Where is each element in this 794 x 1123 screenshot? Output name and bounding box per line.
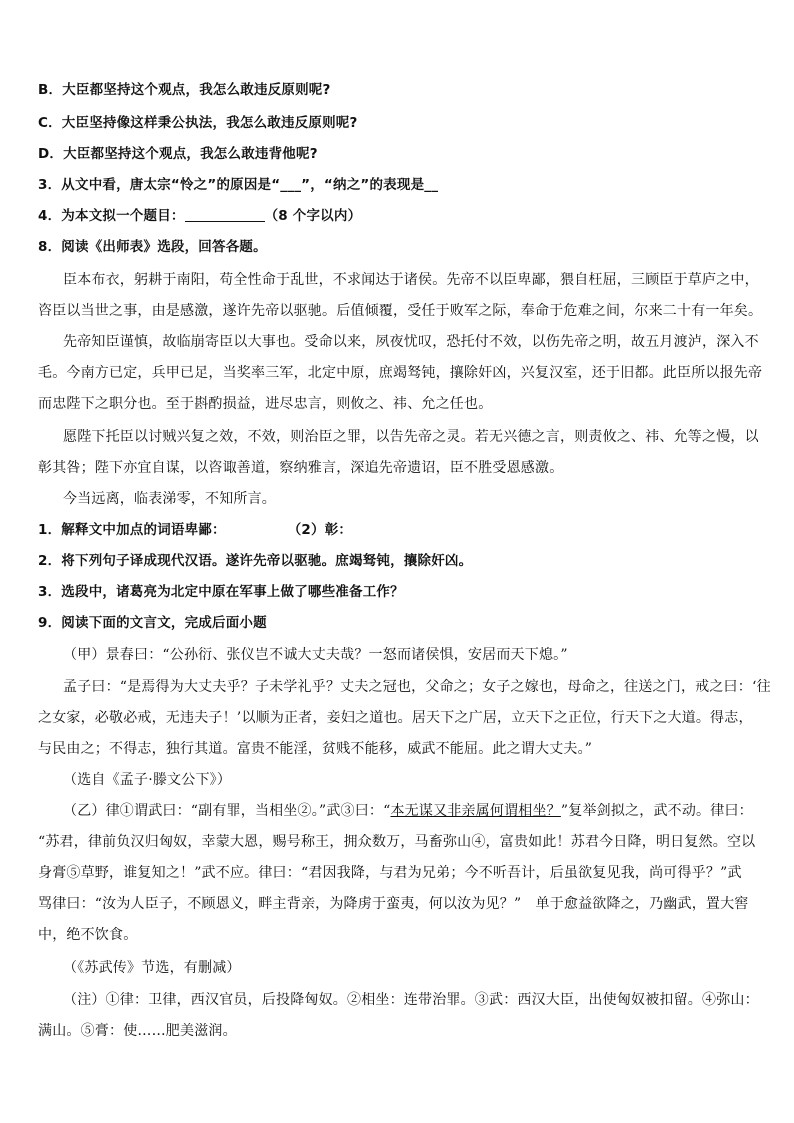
passage-line: 今当远离，临表涕零，不知所言。: [63, 491, 276, 507]
question-8-sub1: [38, 520, 758, 540]
option-c: C．大臣坚持像这样秉公执法，我怎么敢违反原则呢?: [38, 115, 358, 131]
jia-line: 之女家，必敬必戒，无违夫子！’以顺为正者，妾妇之道也。居天下之广居，立天下之正位，行天下之大道。得志，: [38, 710, 753, 726]
sub1-part-b: （2）彰：: [287, 522, 353, 538]
option-b: B．大臣都坚持这个观点，我怎么敢违反原则呢?: [38, 82, 331, 98]
notes-line: 满山。⑤膏：使……肥美滋润。: [38, 1023, 237, 1039]
underlined-sentence: 本无谋又非亲属何谓相坐？: [390, 803, 561, 819]
question-8-sub3: 3．选段中，诸葛亮为北定中原在军事上做了哪些准备工作？: [38, 584, 404, 600]
question-4-prefix: 4．为本文拟一个题目：: [38, 208, 185, 224]
yi-line-part-a: （乙）律①谓武曰：“副有罪，当相坐②。”武③曰：“: [63, 803, 391, 819]
jia-source: （选自《孟子·滕文公下》）: [63, 772, 232, 788]
passage-line: 咨臣以当世之事，由是感激，遂许先帝以驱驰。后值倾覆，受任于败军之际，奉命于危难之间，尔来二十有一年矣。: [38, 303, 763, 319]
question-4: [38, 206, 758, 226]
notes-line: （注）①律：卫律，西汉官员，后投降匈奴。②相坐：连带治罪。③武：西汉大臣，出使匈奴被扣留。④弥山：: [63, 992, 759, 1008]
jia-line: 孟子曰：“是焉得为大丈夫乎？子未学礼乎？丈夫之冠也，父命之；女子之嫁也，母命之，往送之门，戒之曰：‘往: [63, 679, 771, 695]
question-9-title: 9．阅读下面的文言文，完成后面小题: [38, 615, 267, 631]
passage-line: 先帝知臣谨慎，故临崩寄臣以大事也。受命以来，夙夜忧叹，恐托付不效，以伤先帝之明，故五月渡泸，深入不: [63, 334, 759, 350]
passage-line: 愿陛下托臣以讨贼兴复之效，不效，则治臣之罪，以告先帝之灵。若无兴德之言，则责攸之、祎、允等之慢，以: [63, 429, 759, 445]
yi-source: （《苏武传》节选，有删减）: [63, 960, 241, 976]
yi-line: [63, 801, 758, 821]
sub1-part-a: 1．解释文中加点的词语卑鄙：: [38, 522, 226, 538]
question-8-title: 8．阅读《出师表》选段，回答各题。: [38, 239, 267, 255]
passage-line: 臣本布衣，躬耕于南阳，苟全性命于乱世，不求闻达于诸侯。先帝不以臣卑鄙，猥自枉屈，三顾臣于草庐之中，: [63, 272, 759, 288]
jia-line: 与民由之；不得志，独行其道。富贵不能淫，贫贱不能移，威武不能屈。此之谓大丈夫。”: [38, 741, 593, 757]
yi-line-part-b: ”复举剑拟之，武不动。律曰：: [560, 803, 753, 819]
question-4-suffix: （8 个字以内）: [264, 208, 362, 224]
option-d: D．大臣都坚持这个观点，我怎么敢违背他呢?: [38, 146, 318, 162]
title-answer-blank[interactable]: [185, 207, 265, 222]
question-3: 3．从文中看，唐太宗“怜之”的原因是“___”，“纳之”的表现是__: [38, 177, 439, 193]
yi-line: 中，绝不饮食。: [38, 927, 138, 943]
jia-line: （甲）景春曰：“公孙衍、张仪岂不诚大丈夫哉？一怒而诸侯惧，安居而天下熄。”: [63, 647, 568, 663]
passage-line: 而忠陛下之职分也。至于斟酌损益，进尽忠言，则攸之、祎、允之任也。: [38, 396, 493, 412]
passage-line: 彰其咎；陛下亦宜自谋，以咨诹善道，察纳雅言，深追先帝遗诏，臣不胜受恩感激。: [38, 460, 564, 476]
passage-line: 毛。今南方已定，兵甲已足，当奖率三军，北定中原，庶竭驽钝，攘除奸凶，兴复汉室，还于旧都。此臣所以报先帝: [38, 365, 763, 381]
yi-line: “苏君，律前负汉归匈奴，幸蒙大恩，赐号称王，拥众数万，马畜弥山④，富贵如此！苏君今日降，明日复然。空以: [38, 834, 756, 850]
question-8-sub2: 2．将下列句子译成现代汉语。遂许先帝以驱驰。庶竭驽钝，攘除奸凶。: [38, 553, 473, 569]
yi-line: 身膏⑤草野，谁复知之！”武不应。律曰：“君因我降，与君为兄弟；今不听吾计，后虽欲复见我，尚可得乎？”武: [38, 865, 742, 881]
yi-line: 骂律曰：“汝为人臣子，不顾恩义，畔主背亲，为降虏于蛮夷，何以汝为见？” 单于愈益欲降之，乃幽武，置大窖: [38, 896, 749, 912]
